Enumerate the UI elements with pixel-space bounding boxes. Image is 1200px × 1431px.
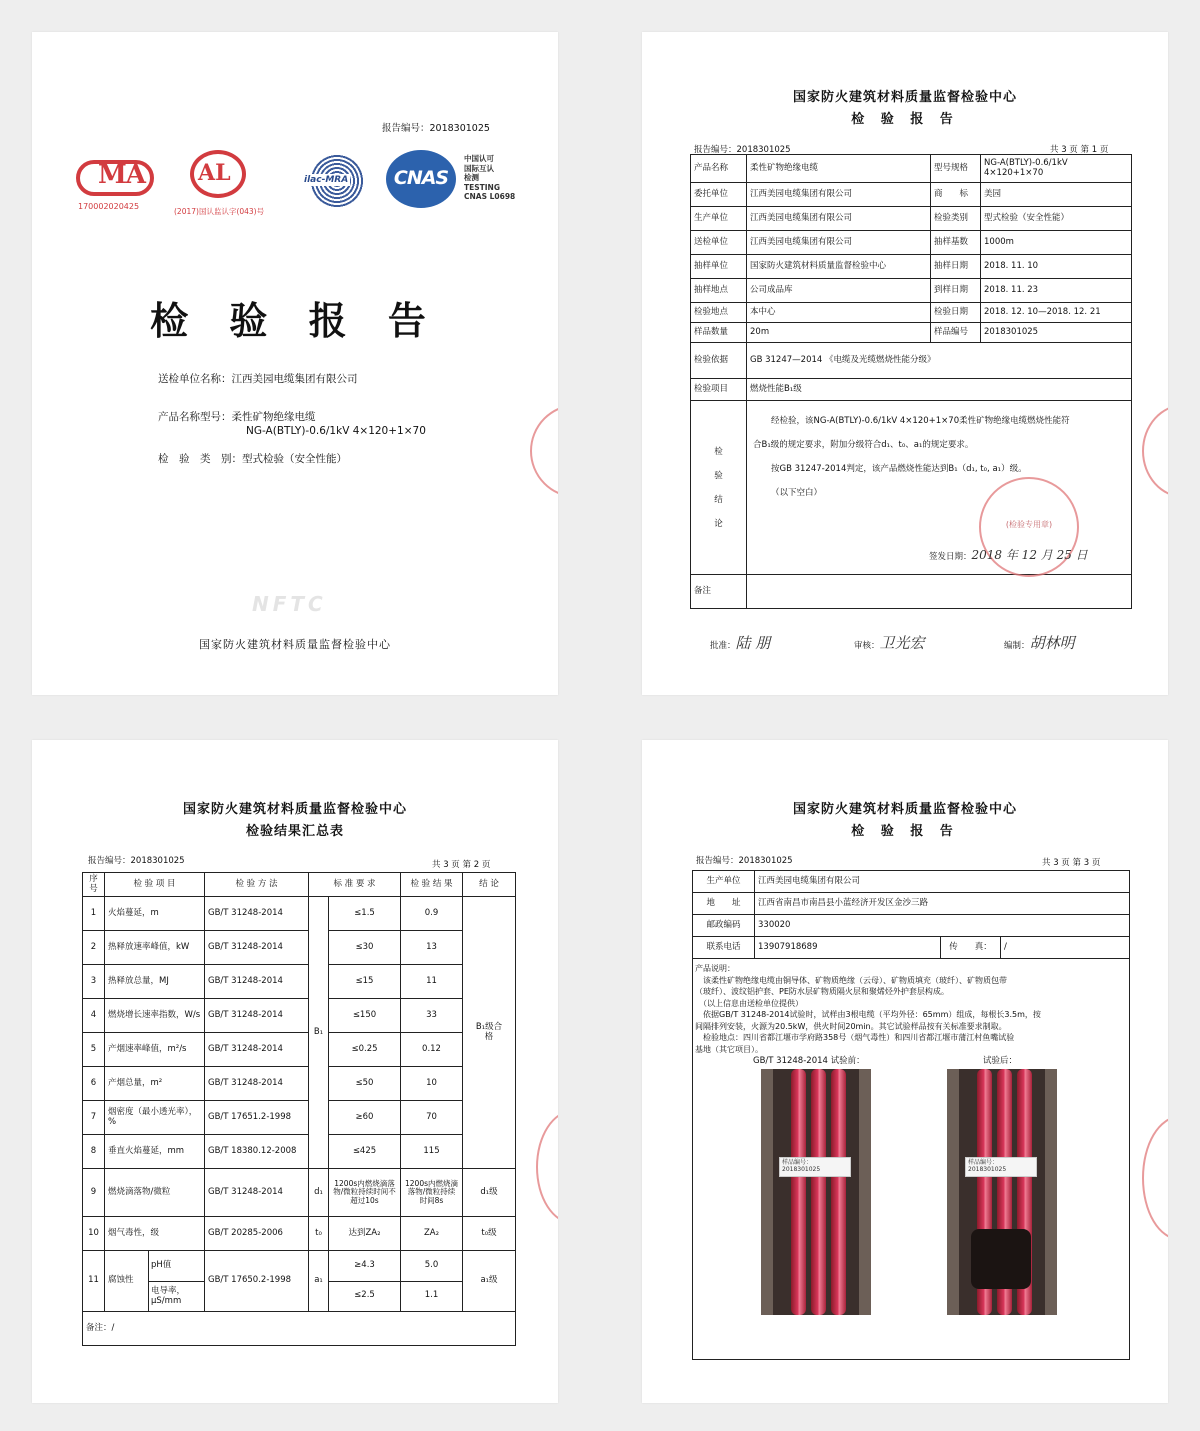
cal-logo: AL (2017)国认监认字(043)号 (174, 150, 284, 220)
review-field: 审核：卫光宏 (854, 634, 925, 652)
org-title: 国家防火建筑材料质量监督检验中心 (792, 90, 1017, 105)
sign-date: 2018 年 12 月 25 日 (971, 548, 1088, 562)
edit-signature: 胡林明 (1029, 634, 1075, 652)
review-signature: 卫光宏 (879, 634, 925, 652)
table-row: ≤2.5 1.1 (83, 1281, 516, 1312)
table-row: 样品数量 20m 样品编号 2018301025 (691, 323, 1132, 343)
table-row: 检验依据 GB 31247—2014 《电缆及光缆燃烧性能分级》 (691, 343, 1132, 379)
report-number: 报告编号：2018301025 (694, 145, 791, 155)
cnas-logo: CNAS (380, 150, 464, 212)
table-row: 9 燃烧滴落物/微粒 GB/T 31248-2014 d₁ 1200s内燃烧滴落物/微粒持续时间不超过10s 1200s内燃烧滴落物/微粒持续时间8s d₁级 (83, 1169, 516, 1217)
page-info: 共 3 页 第 1 页 (1050, 145, 1109, 155)
sample-tag: 样品编号：2018301025 (965, 1157, 1037, 1177)
summary-title: 检验结果汇总表 (245, 824, 344, 839)
table-row: 检验地点 本中心 检验日期 2018. 12. 10—2018. 12. 21 (691, 303, 1132, 323)
approve-field: 批准：陆 朋 (710, 634, 771, 652)
table-row: 10 烟气毒性，级 GB/T 20285-2006 t₀ 达到ZA₂ ZA₂ t₀级 (83, 1217, 516, 1251)
page-info: 共 3 页 第 2 页 (432, 860, 491, 870)
photo-before-test (761, 1069, 871, 1315)
report-page-1 (642, 32, 1168, 695)
table-row: 1 火焰蔓延，m GB/T 31248-2014 B₁ ≤1.5 0.9 B₁级合格 (83, 897, 516, 931)
cover-title: 检 验 报 告 (150, 299, 440, 343)
red-seal-edge (536, 1110, 558, 1224)
ilac-mra-logo: ilac-MRA (302, 154, 372, 210)
table-row: 抽样单位 国家防火建筑材料质量监督检验中心 抽样日期 2018. 11. 10 (691, 255, 1132, 279)
report-title: 检 验 报 告 (851, 112, 959, 127)
inspection-seal: (检验专用章) (979, 477, 1079, 577)
table-row: 8 垂直火焰蔓延，mm GB/T 18380.12-2008 ≤425 115 (83, 1135, 516, 1169)
table-row: 产品名称 柔性矿物绝缘电缆 型号规格 NG-A(BTLY)-0.6/1kV 4×120+1×70 (691, 155, 1132, 183)
page-info: 共 3 页 第 3 页 (1042, 858, 1101, 868)
table-row: 4 燃烧增长速率指数，W/s GB/T 31248-2014 ≤150 33 (83, 999, 516, 1033)
b1-grade: B₁ (309, 897, 329, 1169)
table-row: 送检单位 江西美园电缆集团有限公司 抽样基数 1000m (691, 231, 1132, 255)
report-info-table (690, 154, 1132, 609)
conclusion-row (691, 401, 1132, 575)
field-label: 送检单位名称： (158, 373, 232, 385)
table-row: 2 热释放速率峰值，kW GB/T 31248-2014 ≤30 13 (83, 931, 516, 965)
photo-after-test (947, 1069, 1057, 1315)
table-row: 联系电话 13907918689 传 真： / (693, 937, 1130, 959)
cover-footer: 国家防火建筑材料质量监督检验中心 (199, 638, 391, 651)
producer-table (692, 870, 1130, 1360)
cover-fields (158, 372, 426, 466)
report-number: 报告编号：2018301025 (88, 856, 185, 866)
field-label: 检 验 类 别： (158, 453, 242, 465)
sign-date-label: 签发日期： (929, 552, 972, 562)
product-model: NG-A(BTLY)-0.6/1kV 4×120+1×70 (246, 425, 426, 437)
table-row: 3 热释放总量，MJ GB/T 31248-2014 ≤15 11 (83, 965, 516, 999)
red-seal (530, 404, 558, 498)
product-description: 产品说明： 该柔性矿物绝缘电缆由铜导体、矿物质绝缘（云母）、矿物质填充（玻纤）、矿物质包带 （玻纤）、波纹铝护套、PE防水层矿物质隔火层和聚烯烃外护套层构成。 （以上信息由送检单位提供） 依据GB/T 31248-2014试验时，试样由3根电缆（平均外径：65mm）组成，每根长3.5m，按 间隔排列安装，火源为20.5kW，供火时间20min。其它试验样品按有关标准要求制取。 检验地点：四川省都江堰市学府路358号（烟气毒性）和四川省都江堰市蒲江村鱼嘴试验 基地（其它项目）。 (695, 964, 1041, 1054)
report-number: 报告编号：2018301025 (696, 856, 793, 866)
report-cover-page (32, 32, 558, 695)
table-row: 检验项目 燃烧性能B₁级 (691, 379, 1132, 401)
edit-field: 编制：胡林明 (1004, 634, 1075, 652)
table-row: 生产单位 江西美园电缆集团有限公司 (693, 871, 1130, 893)
remark-row: 备注：/ (83, 1312, 516, 1346)
conclusion-text: 经检验，该NG-A(BTLY)-0.6/1kV 4×120+1×70柔性矿物绝缘电缆燃烧性能符 合B₁级的规定要求，附加分级符合d₁、t₀、a₁的规定要求。 按GB 31247-2014判定，该产品燃烧性能达到B₁（d₁, t₀, a₁）级。 （以下空白） (检验专用章) 签发日期：2018 年 12 月 25 日 (747, 401, 1132, 575)
photo-before-caption: GB/T 31248-2014 试验前： (753, 1056, 865, 1066)
field-value: 型式检验（安全性能） (242, 453, 347, 465)
table-row: 备注 (691, 575, 1132, 609)
conclusion-label: 检验结论 (691, 401, 747, 575)
nftc-watermark: NFTC (252, 592, 327, 616)
table-row: 11 腐蚀性 pH值 电导率，μS/mm GB/T 17650.2-1998 a₁ ≥4.3 5.0 a₁级 (83, 1251, 516, 1282)
cnas-note: 中国认可 国际互认 检测 TESTING CNAS L0698 (464, 154, 516, 201)
report-title: 检 验 报 告 (851, 824, 959, 839)
table-row: 7 烟密度（最小透光率），% GB/T 17651.2-1998 ≥60 70 (83, 1101, 516, 1135)
table-row: 生产单位 江西美园电缆集团有限公司 检验类别 型式检验（安全性能） (691, 207, 1132, 231)
org-title: 国家防火建筑材料质量监督检验中心 (182, 802, 407, 817)
report-number: 报告编号：2018301025 (382, 123, 490, 134)
field-value: 柔性矿物绝缘电缆 (231, 411, 316, 423)
table-row: 6 产烟总量，m² GB/T 31248-2014 ≤50 10 (83, 1067, 516, 1101)
report-page-2 (32, 740, 558, 1403)
approve-signature: 陆 朋 (735, 634, 771, 652)
report-page-3 (642, 740, 1168, 1403)
org-title: 国家防火建筑材料质量监督检验中心 (792, 802, 1017, 817)
header-row: 序号 检 验 项 目 检 验 方 法 标 准 要 求 检 验 结 果 结 论 (83, 873, 516, 897)
description-row (693, 959, 1130, 1360)
table-row: 地 址 江西省南昌市南昌县小蓝经济开发区金沙三路 (693, 893, 1130, 915)
table-row: 抽样地点 公司成品库 到样日期 2018. 11. 23 (691, 279, 1132, 303)
b1-conclusion: B₁级合格 (463, 897, 516, 1169)
field-label: 产品名称型号： (158, 411, 232, 423)
sample-tag: 样品编号：2018301025 (779, 1157, 851, 1177)
table-row: 5 产烟速率峰值，m²/s GB/T 31248-2014 ≤0.25 0.12 (83, 1033, 516, 1067)
red-seal-edge (1142, 1116, 1168, 1240)
table-row: 邮政编码 330020 (693, 915, 1130, 937)
cma-logo: MA 170002020425 (76, 156, 160, 216)
photo-after-caption: 试验后： (983, 1056, 1018, 1066)
table-row: 委托单位 江西美园电缆集团有限公司 商 标 美园 (691, 183, 1132, 207)
red-seal-edge (1142, 404, 1168, 498)
field-value: 江西美园电缆集团有限公司 (231, 373, 358, 385)
results-table (82, 872, 516, 1346)
